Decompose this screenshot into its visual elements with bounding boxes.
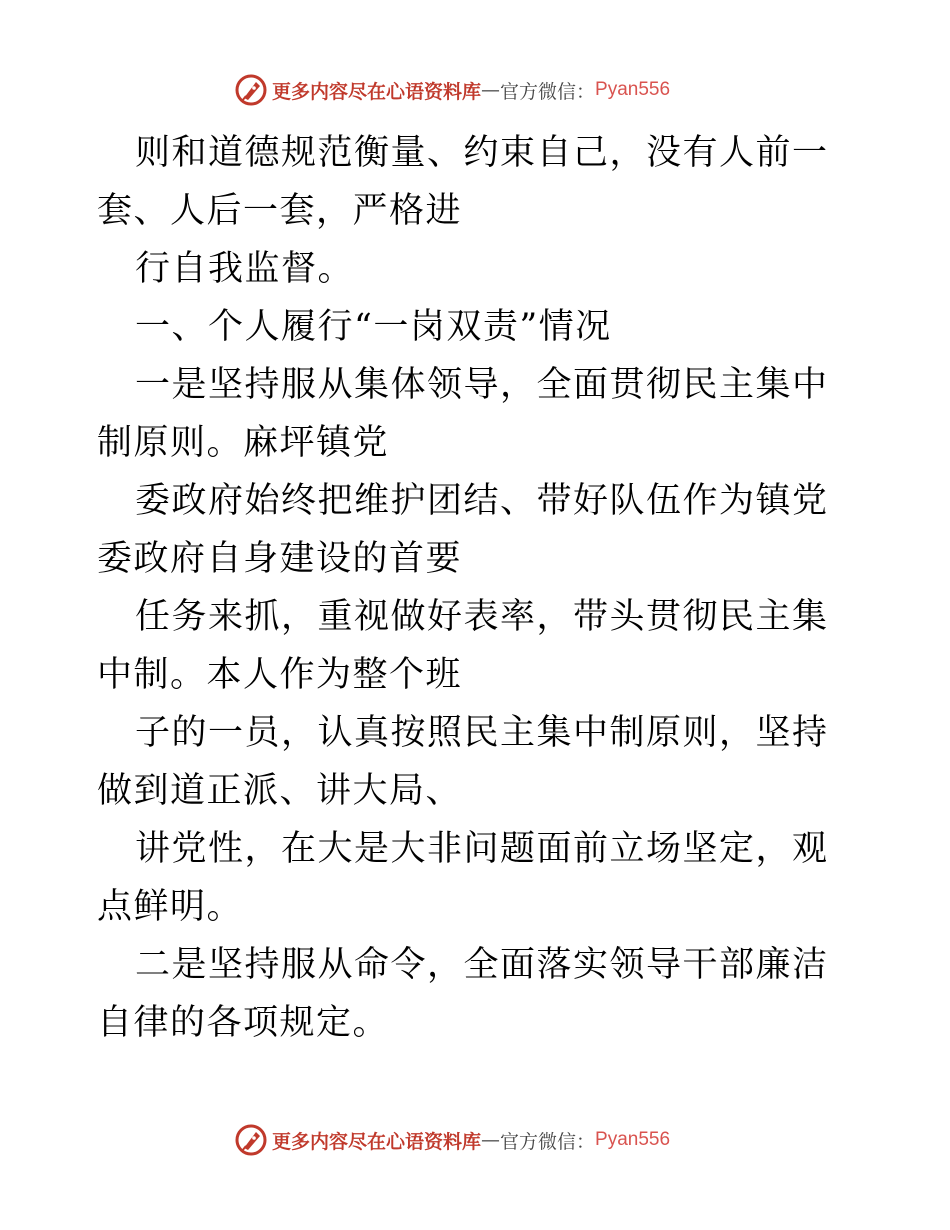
section-heading: 一、个人履行“一岗双责”情况: [135, 307, 612, 347]
footer-banner-title: 更多内容尽在心语资料库: [272, 1130, 482, 1153]
paragraph: 委政府始终把维护团结、带好队伍作为镇党委政府自身建设的首要: [97, 481, 829, 579]
pen-nib-logo-icon: [234, 73, 268, 107]
header-banner-title: 更多内容尽在心语资料库: [272, 80, 482, 103]
paragraph: 一是坚持服从集体领导，全面贯彻民主集中制原则。麻坪镇党: [97, 365, 829, 463]
paragraph: 任务来抓，重视做好表率，带头贯彻民主集中制。本人作为整个班: [97, 597, 829, 695]
paragraph: 二是坚持服从命令，全面落实领导干部廉洁自律的各项规定。: [97, 945, 829, 1043]
header-banner: [234, 70, 670, 110]
paragraph: 行自我监督。: [135, 249, 355, 289]
paragraph: 子的一员，认真按照民主集中制原则，坚持做到道正派、讲大局、: [97, 713, 829, 811]
footer-banner-separator: —: [481, 1129, 501, 1151]
footer-banner-label: 官方微信：: [500, 1130, 596, 1153]
header-banner-label: 官方微信：: [500, 80, 596, 103]
paragraph: 则和道德规范衡量、约束自己，没有人前一套、人后一套，严格进: [97, 133, 829, 231]
header-banner-wechat-id: Pyan556: [595, 79, 671, 100]
paragraph: 讲党性，在大是大非问题面前立场坚定，观点鲜明。: [97, 829, 829, 927]
document-body: [97, 124, 857, 1052]
footer-banner: [234, 1120, 670, 1160]
header-banner-separator: —: [481, 79, 501, 101]
footer-banner-wechat-id: Pyan556: [595, 1129, 671, 1150]
pen-nib-logo-icon: [234, 1123, 268, 1157]
